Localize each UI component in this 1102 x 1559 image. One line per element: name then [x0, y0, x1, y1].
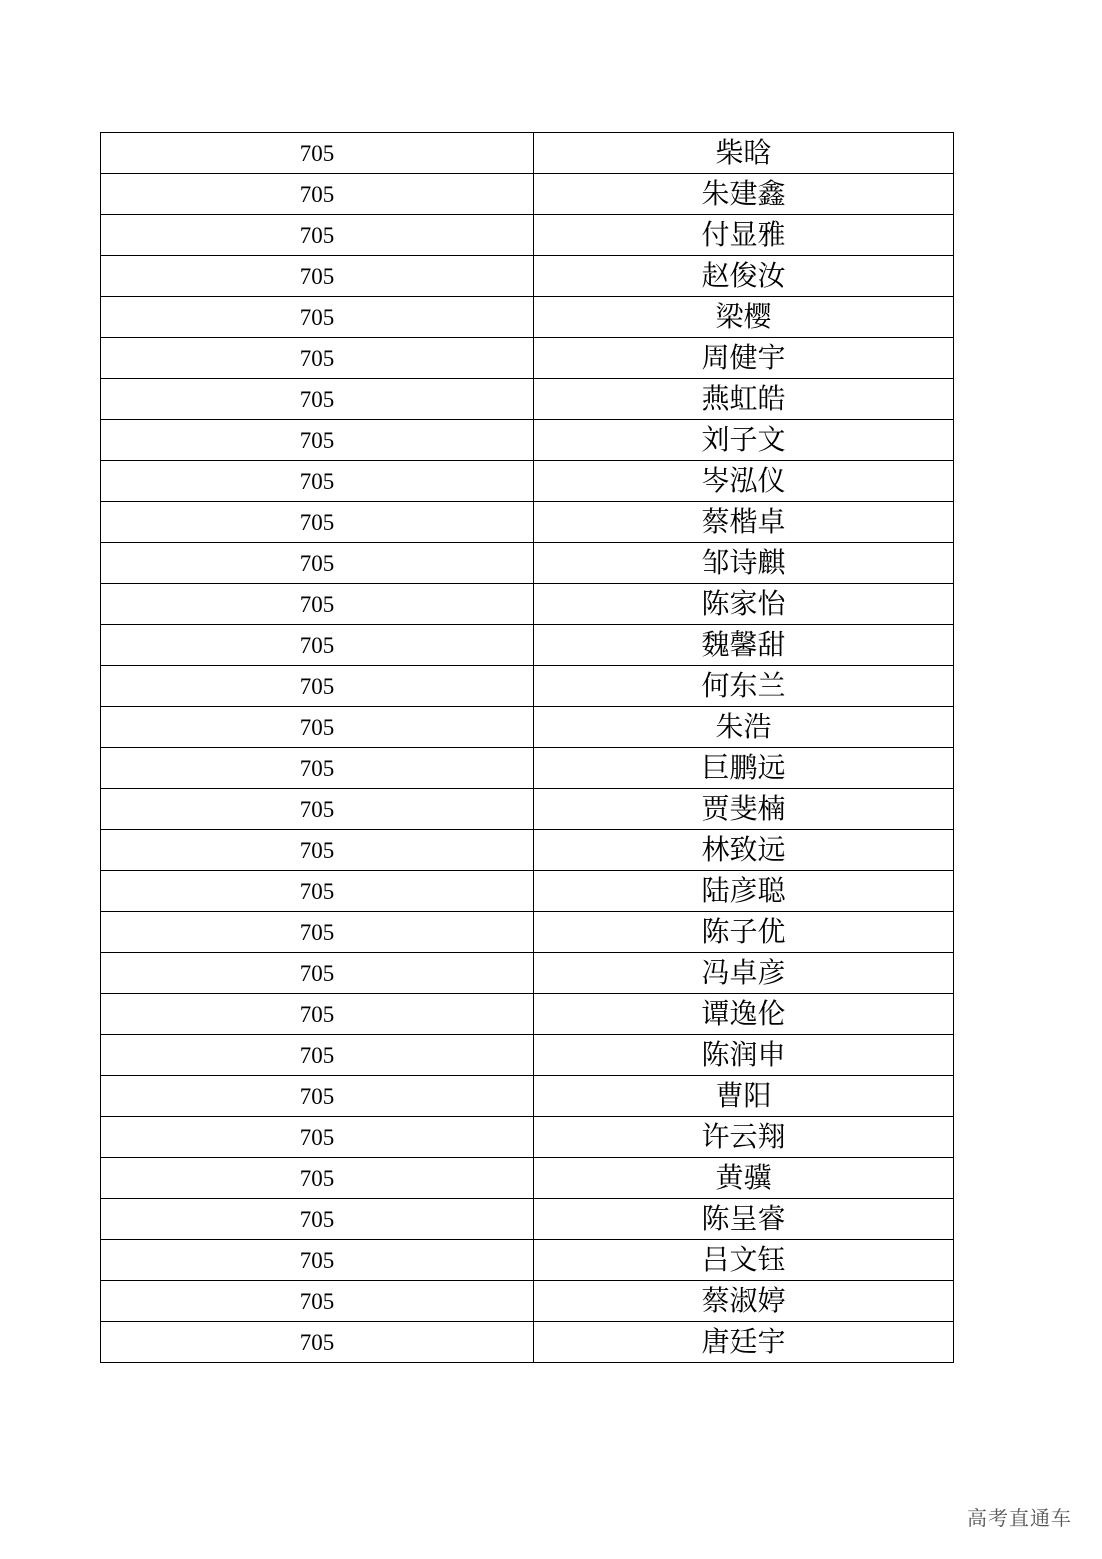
- score-cell: 705: [101, 789, 534, 830]
- table-row: [101, 953, 954, 994]
- table-row: [101, 543, 954, 584]
- name-cell: 陆彦聪: [534, 871, 954, 912]
- score-cell: 705: [101, 1035, 534, 1076]
- score-cell: 705: [101, 420, 534, 461]
- score-cell: 705: [101, 1117, 534, 1158]
- name-cell: 刘子文: [534, 420, 954, 461]
- name-cell: 吕文钰: [534, 1240, 954, 1281]
- score-cell: 705: [101, 256, 534, 297]
- name-cell: 燕虹皓: [534, 379, 954, 420]
- name-cell: 岑泓仪: [534, 461, 954, 502]
- score-cell: 705: [101, 1199, 534, 1240]
- name-cell: 何东兰: [534, 666, 954, 707]
- table-row: [101, 789, 954, 830]
- score-cell: 705: [101, 215, 534, 256]
- table-row: [101, 1035, 954, 1076]
- score-cell: 705: [101, 133, 534, 174]
- name-cell: 黄骥: [534, 1158, 954, 1199]
- name-cell: 谭逸伦: [534, 994, 954, 1035]
- table-row: [101, 1199, 954, 1240]
- score-cell: 705: [101, 1281, 534, 1322]
- name-cell: 朱建鑫: [534, 174, 954, 215]
- table-row: [101, 1117, 954, 1158]
- score-cell: 705: [101, 297, 534, 338]
- table-row: [101, 625, 954, 666]
- name-cell: 赵俊汝: [534, 256, 954, 297]
- table-row: [101, 830, 954, 871]
- name-cell: 朱浩: [534, 707, 954, 748]
- name-cell: 冯卓彦: [534, 953, 954, 994]
- score-cell: 705: [101, 871, 534, 912]
- score-cell: 705: [101, 461, 534, 502]
- table-row: [101, 584, 954, 625]
- score-cell: 705: [101, 379, 534, 420]
- table-row: [101, 1322, 954, 1363]
- score-cell: 705: [101, 338, 534, 379]
- table-row: [101, 666, 954, 707]
- name-cell: 陈家怡: [534, 584, 954, 625]
- name-cell: 陈子优: [534, 912, 954, 953]
- table-row: [101, 338, 954, 379]
- table-row: [101, 215, 954, 256]
- table-row: [101, 379, 954, 420]
- table-row: [101, 174, 954, 215]
- table-row: [101, 133, 954, 174]
- name-cell: 陈呈睿: [534, 1199, 954, 1240]
- score-cell: 705: [101, 953, 534, 994]
- name-cell: 蔡楷卓: [534, 502, 954, 543]
- table-body: [101, 133, 954, 1363]
- score-name-table: [100, 132, 954, 1363]
- name-cell: 许云翔: [534, 1117, 954, 1158]
- score-cell: 705: [101, 543, 534, 584]
- table-row: [101, 912, 954, 953]
- name-cell: 蔡淑婷: [534, 1281, 954, 1322]
- score-cell: 705: [101, 584, 534, 625]
- name-cell: 邹诗麒: [534, 543, 954, 584]
- score-cell: 705: [101, 830, 534, 871]
- table-row: [101, 1158, 954, 1199]
- table-row: [101, 461, 954, 502]
- score-cell: 705: [101, 912, 534, 953]
- score-cell: 705: [101, 1322, 534, 1363]
- table-row: [101, 1076, 954, 1117]
- name-cell: 付显雅: [534, 215, 954, 256]
- table-row: [101, 420, 954, 461]
- name-cell: 林致远: [534, 830, 954, 871]
- score-cell: 705: [101, 502, 534, 543]
- table-row: [101, 871, 954, 912]
- name-cell: 周健宇: [534, 338, 954, 379]
- name-cell: 陈润申: [534, 1035, 954, 1076]
- score-cell: 705: [101, 625, 534, 666]
- name-cell: 曹阳: [534, 1076, 954, 1117]
- name-cell: 贾斐楠: [534, 789, 954, 830]
- score-cell: 705: [101, 1076, 534, 1117]
- score-cell: 705: [101, 1158, 534, 1199]
- table-row: [101, 748, 954, 789]
- score-cell: 705: [101, 1240, 534, 1281]
- table-row: [101, 1240, 954, 1281]
- name-cell: 巨鹏远: [534, 748, 954, 789]
- score-cell: 705: [101, 666, 534, 707]
- table-row: [101, 707, 954, 748]
- table-row: [101, 1281, 954, 1322]
- score-cell: 705: [101, 707, 534, 748]
- table-row: [101, 502, 954, 543]
- watermark-label: 高考直通车: [967, 1506, 1072, 1530]
- name-cell: 柴晗: [534, 133, 954, 174]
- table-row: [101, 994, 954, 1035]
- score-cell: 705: [101, 994, 534, 1035]
- name-cell: 唐廷宇: [534, 1322, 954, 1363]
- score-cell: 705: [101, 174, 534, 215]
- table-row: [101, 297, 954, 338]
- name-cell: 梁樱: [534, 297, 954, 338]
- name-cell: 魏馨甜: [534, 625, 954, 666]
- table-row: [101, 256, 954, 297]
- score-cell: 705: [101, 748, 534, 789]
